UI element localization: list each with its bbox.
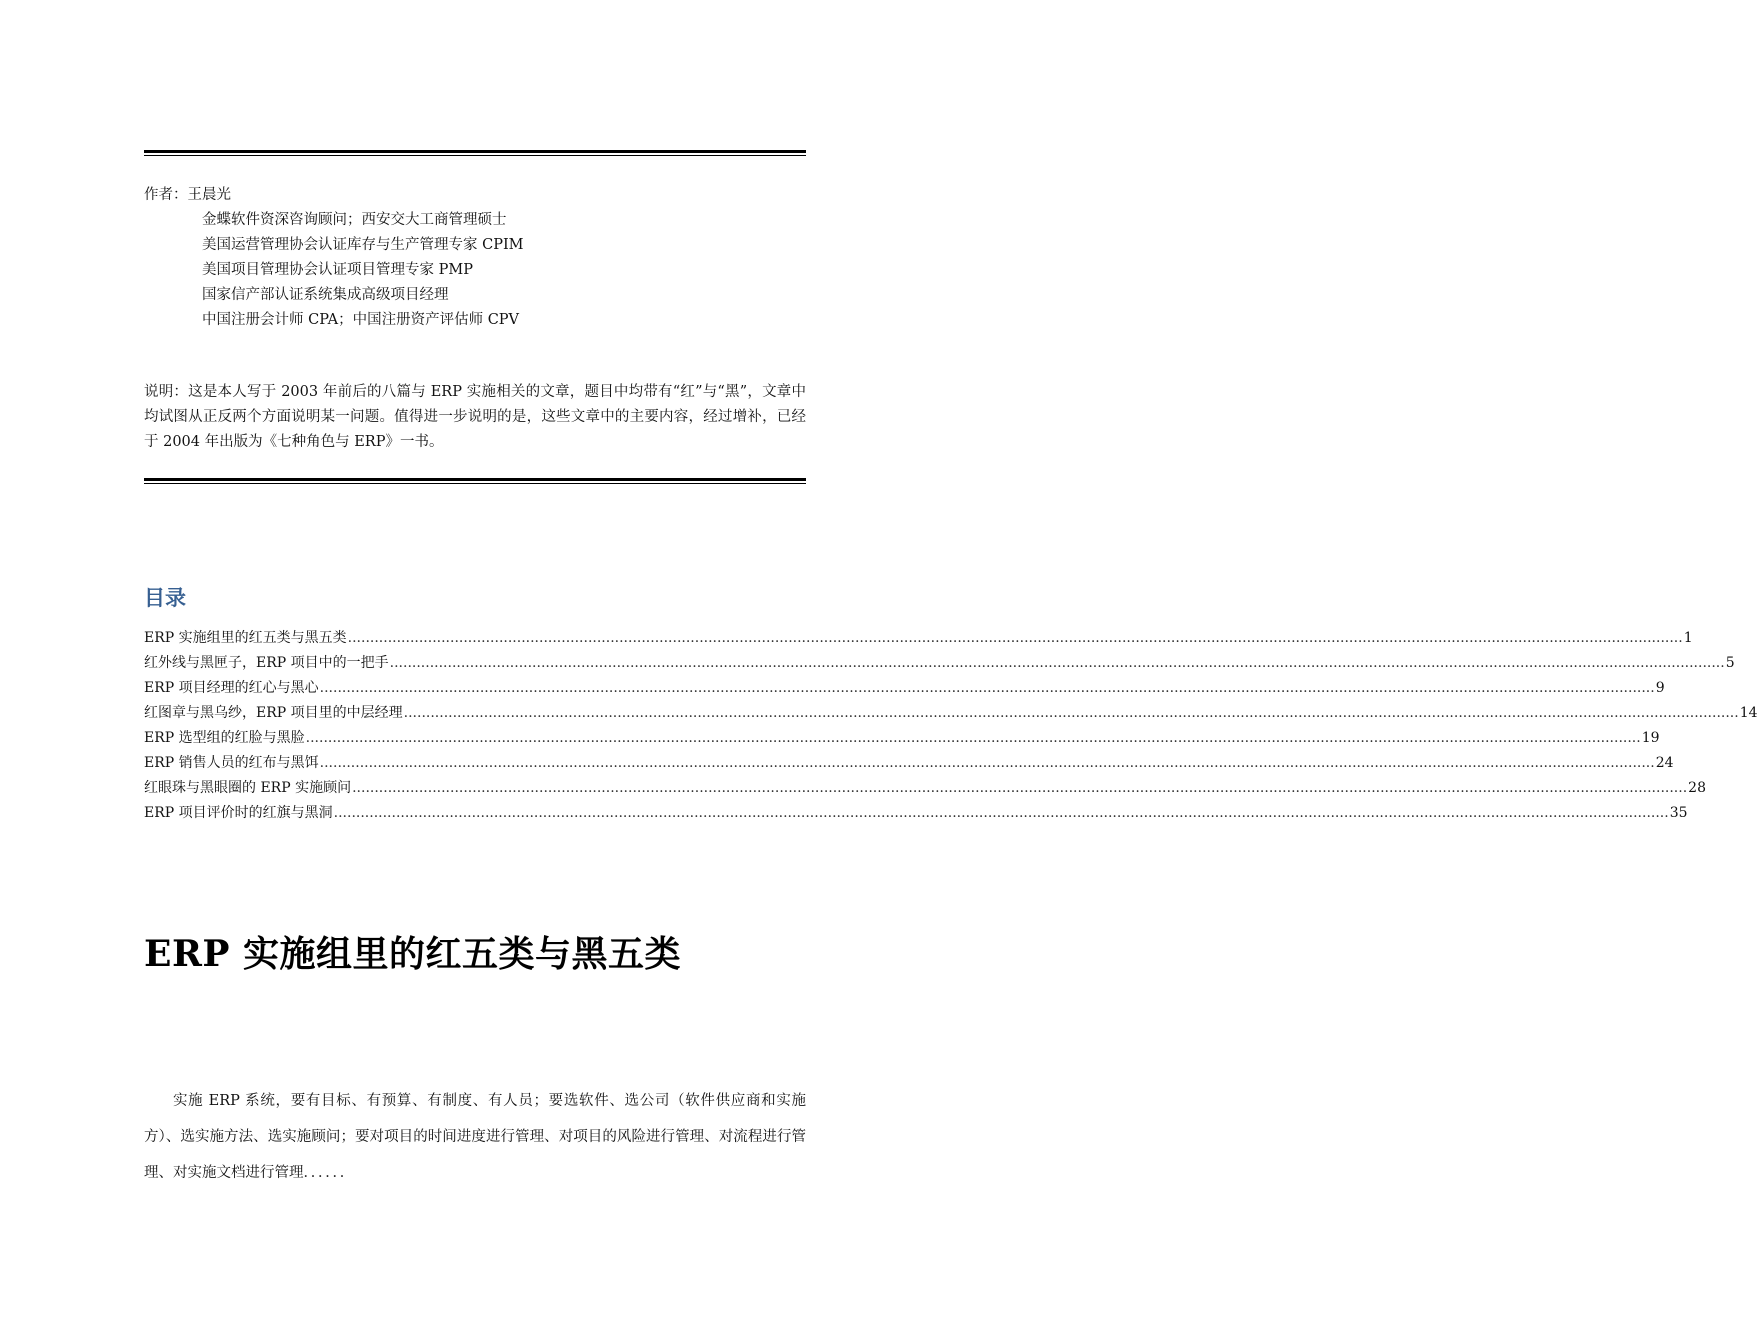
chapter-title: ERP 实施组里的红五类与黑五类 — [144, 933, 681, 975]
toc-leader-dots: ............................................................................................................................................................................................................................................................................................................ — [319, 680, 1655, 696]
double-rule-bottom — [144, 478, 806, 484]
toc-entry-page[interactable]: 19 — [1641, 730, 1660, 746]
toc-leader-dots: ............................................................................................................................................................................................................................................................................................................ — [333, 805, 1669, 821]
toc-entry[interactable] — [144, 777, 1706, 802]
toc-entry-title[interactable]: 红图章与黑乌纱，ERP 项目里的中层经理 — [144, 705, 403, 721]
toc-heading: 目录 — [144, 586, 186, 610]
chapter-body-paragraph: 实施 ERP 系统，要有目标、有预算、有制度、有人员；要选软件、选公司（软件供应商和实施方）、选实施方法、选实施顾问；要对项目的时间进度进行管理、对项目的风险进行管理、对流程进行管理、对实施文档进行管理．．．．．． — [144, 1093, 806, 1181]
toc-leader-dots: ............................................................................................................................................................................................................................................................................................................ — [347, 630, 1683, 646]
author-credential: 金蝶软件资深咨询顾问；西安交大工商管理硕士 — [202, 212, 507, 228]
toc-entry-title[interactable]: ERP 实施组里的红五类与黑五类 — [144, 630, 347, 646]
author-block — [144, 183, 524, 333]
toc-entry[interactable] — [144, 652, 1735, 677]
toc-entry[interactable] — [144, 627, 1693, 652]
toc-entry-page[interactable]: 35 — [1669, 805, 1688, 821]
toc-entry-page[interactable]: 14 — [1739, 705, 1758, 721]
toc-entry-title[interactable]: ERP 项目评价时的红旗与黑洞 — [144, 805, 333, 821]
toc-entry-title[interactable]: 红眼珠与黑眼圈的 ERP 实施顾问 — [144, 780, 352, 796]
toc-entry[interactable] — [144, 677, 1665, 702]
table-of-contents — [144, 627, 1758, 827]
author-credential: 中国注册会计师 CPA；中国注册资产评估师 CPV — [202, 312, 520, 328]
toc-leader-dots: ............................................................................................................................................................................................................................................................................................................ — [403, 705, 1739, 721]
explanation-paragraph: 说明：这是本人写于 2003 年前后的八篇与 ERP 实施相关的文章，题目中均带有“红”与“黑”，文章中均试图从正反两个方面说明某一问题。值得进一步说明的是，这些文章中的主要内容，经过增补，已经于 2004 年出版为《七种角色与 ERP》一书。 — [144, 384, 806, 450]
author-name: 作者：王晨光 — [144, 187, 231, 203]
toc-entry-page[interactable]: 9 — [1655, 680, 1665, 696]
toc-entry-title[interactable]: 红外线与黑匣子，ERP 项目中的一把手 — [144, 655, 389, 671]
toc-entry-page[interactable]: 24 — [1655, 755, 1674, 771]
toc-leader-dots: ............................................................................................................................................................................................................................................................................................................ — [352, 780, 1688, 796]
toc-entry-page[interactable]: 1 — [1683, 630, 1693, 646]
author-credential: 美国项目管理协会认证项目管理专家 PMP — [202, 262, 473, 278]
author-credential: 国家信产部认证系统集成高级项目经理 — [202, 287, 449, 303]
toc-leader-dots: ............................................................................................................................................................................................................................................................................................................ — [305, 730, 1641, 746]
toc-entry-page[interactable]: 28 — [1688, 780, 1706, 796]
double-rule-top — [144, 150, 806, 156]
toc-leader-dots: ............................................................................................................................................................................................................................................................................................................ — [319, 755, 1655, 771]
toc-entry-title[interactable]: ERP 选型组的红脸与黑脸 — [144, 730, 305, 746]
toc-entry-page[interactable]: 5 — [1725, 655, 1735, 671]
toc-entry[interactable] — [144, 702, 1758, 727]
toc-entry-title[interactable]: ERP 项目经理的红心与黑心 — [144, 680, 319, 696]
toc-entry-title[interactable]: ERP 销售人员的红布与黑饵 — [144, 755, 319, 771]
toc-entry[interactable] — [144, 727, 1660, 752]
toc-entry[interactable] — [144, 802, 1688, 827]
author-credential: 美国运营管理协会认证库存与生产管理专家 CPIM — [202, 237, 524, 253]
toc-leader-dots: ............................................................................................................................................................................................................................................................................................................ — [389, 655, 1725, 671]
toc-entry[interactable] — [144, 752, 1674, 777]
